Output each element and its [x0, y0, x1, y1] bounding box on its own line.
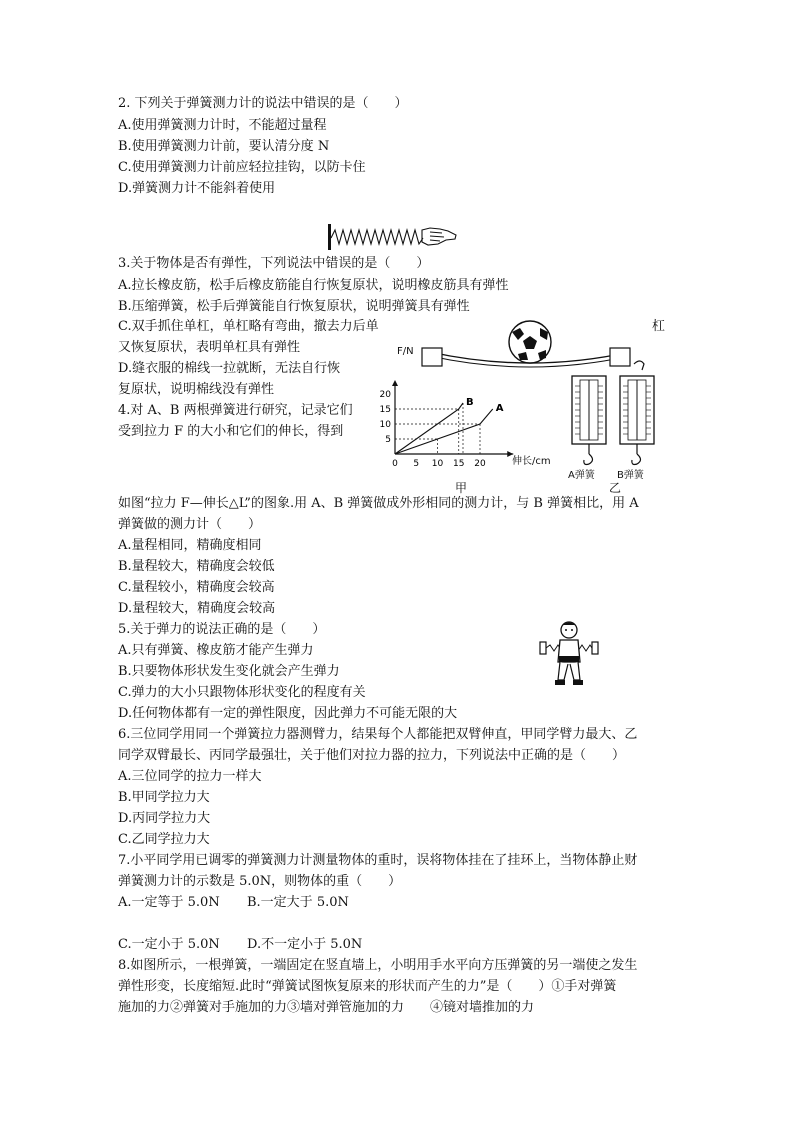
q6-option-d: D.丙同学拉力大	[118, 811, 211, 826]
y-tick-label: 15	[379, 405, 391, 415]
q2-option-d: D.弹簧测力计不能斜着使用	[118, 181, 276, 196]
series-label-b: B	[466, 397, 474, 408]
q3-option-d-part2: 复原状，说明棉线没有弹性	[118, 382, 275, 397]
hand-icon	[422, 228, 456, 245]
spring-scale-a	[572, 376, 606, 465]
q7-option-a: A.一定等于 5.0N	[118, 895, 220, 910]
q6-stem-line1: 6.三位同学用同一个弹簧拉力器测臂力，结果每个人都能把双臂伸直，甲同学臂力最大、乙	[118, 727, 638, 742]
q4-stem-line4: 弹簧做的测力计（ ）	[118, 517, 262, 532]
q5-stem: 5.关于弹力的说法正确的是（ ）	[118, 622, 326, 637]
spring-a-label: A弹簧	[568, 470, 595, 481]
wall	[328, 224, 331, 250]
y-axis-arrow	[392, 380, 398, 386]
spring-scales-figure	[560, 356, 670, 484]
q3-option-a: A.拉长橡皮筋，松手后橡皮筋能自行恢复原状，说明橡皮筋具有弹性	[118, 278, 509, 293]
q5-option-d: D.任何物体都有一定的弹性限度，因此弹力不可能无限的大	[118, 706, 458, 721]
x-tick-label: 5	[413, 459, 420, 469]
q6-option-b: B.甲同学拉力大	[118, 790, 210, 805]
q4-option-c: C.量程较小，精确度会较高	[118, 580, 275, 595]
q4-option-a: A.量程相同，精确度相同	[118, 538, 262, 553]
q7-stem-line2: 弹簧测力计的示数是 5.0N，则物体的重（ ）	[118, 874, 402, 889]
q4-option-b: B.量程较大，精确度会较低	[118, 559, 275, 574]
q8-stem-line2: 弹性形变，长度缩短.此时“弹簧试图恢复原来的形状而产生的力”是（ ）①手对弹簧	[118, 979, 617, 994]
chest-expander-person-figure	[538, 618, 600, 690]
series-line-a	[395, 409, 493, 454]
q3-option-c-part2: 杠	[652, 319, 666, 334]
q8-stem-line3: 施加的力②弹簧对手施加的力③墙对弹管施加的力 ④镜对墙推加的力	[118, 1000, 535, 1015]
q5-option-b: B.只要物体形状发生变化就会产生弹力	[118, 664, 340, 679]
figure-yi-label: 乙	[609, 481, 622, 495]
figure-jia-label: 甲	[455, 481, 468, 495]
q5-option-c: C.弹力的大小只跟物体形状变化的程度有关	[118, 685, 366, 700]
q6-option-a: A.三位同学的拉力一样大	[118, 769, 262, 784]
q4-stem-line2: 受到拉力 F 的大小和它们的伸长，得到	[118, 424, 344, 439]
right-handle	[592, 642, 598, 654]
q3-option-c-part3: 又恢复原状，表明单杠具有弹性	[118, 340, 301, 355]
q4-stem-line1: 4.对 A、B 两根弹簧进行研究，记录它们	[118, 403, 353, 418]
q2-option-a: A.使用弹簧测力计时，不能超过量程	[118, 118, 327, 133]
y-tick-label: 20	[379, 390, 391, 400]
q3-option-c-part1: C.双手抓住单杠，单杠略有弯曲，撤去力后单	[118, 319, 379, 334]
spring-b-label: B弹簧	[617, 470, 644, 481]
x-tick-label: 15	[453, 459, 465, 469]
q3-stem: 3.关于物体是否有弹性，下列说法中错误的是（ ）	[118, 256, 430, 271]
q7-option-d: D.不一定小于 5.0N	[247, 937, 363, 952]
q3-option-d-part1: D.缝衣服的棉线一拉就断，无法自行恢	[118, 361, 341, 376]
q6-option-c: C.乙同学拉力大	[118, 832, 210, 847]
y-tick-label: 10	[379, 420, 391, 430]
q5-option-a: A.只有弹簧、橡皮筋才能产生弹力	[118, 643, 314, 658]
series-label-a: A	[495, 403, 504, 414]
q7-option-b: B.一定大于 5.0N	[247, 895, 349, 910]
x-tick-label: 0	[392, 459, 398, 469]
spring-wall-hand-figure	[322, 222, 462, 252]
left-handle	[540, 642, 546, 654]
q4-option-d: D.量程较大，精确度会较高	[118, 601, 276, 616]
q2-option-c: C.使用弹簧测力计前应轻拉挂钩，以防卡住	[118, 160, 366, 175]
compressed-spring	[331, 230, 423, 244]
q4-stem-line3: 如图“拉力 F—伸长△L”的图象.用 A、B 弹簧做成外形相同的测力计，与 B 弹簧相比，用 A	[118, 496, 639, 511]
q2-option-b: B.使用弹簧测力计前，要认清分度 N	[118, 139, 330, 154]
x-tick-label: 10	[431, 459, 444, 469]
q8-stem-line1: 8.如图所示，一根弹簧，一端固定在竖直墙上，小明用手水平向方压弹簧的另一端使之发生	[118, 958, 638, 973]
series-line-b	[395, 403, 463, 454]
q6-stem-line2: 同学双臂最长、丙同学最强壮，关于他们对拉力器的拉力，下列说法中正确的是（ ）	[118, 748, 626, 763]
spring-scale-b	[620, 361, 654, 465]
q2-stem: 2. 下列关于弹簧测力计的说法中错误的是（ ）	[118, 96, 408, 111]
y-axis-label: F/N	[397, 346, 414, 357]
q7-stem-line1: 7.小平同学用已调零的弹簧测力计测量物体的重时，误将物体挂在了挂环上，当物体静止财	[118, 853, 638, 868]
y-tick-label: 5	[385, 435, 391, 445]
x-axis-label: 伸长/cm	[512, 456, 551, 467]
x-tick-label: 20	[474, 459, 486, 469]
q7-option-c: C.一定小于 5.0N	[118, 937, 220, 952]
q3-option-b: B.压缩弹簧，松手后弹簧能自行恢复原状，说明弹簧具有弹性	[118, 299, 470, 314]
